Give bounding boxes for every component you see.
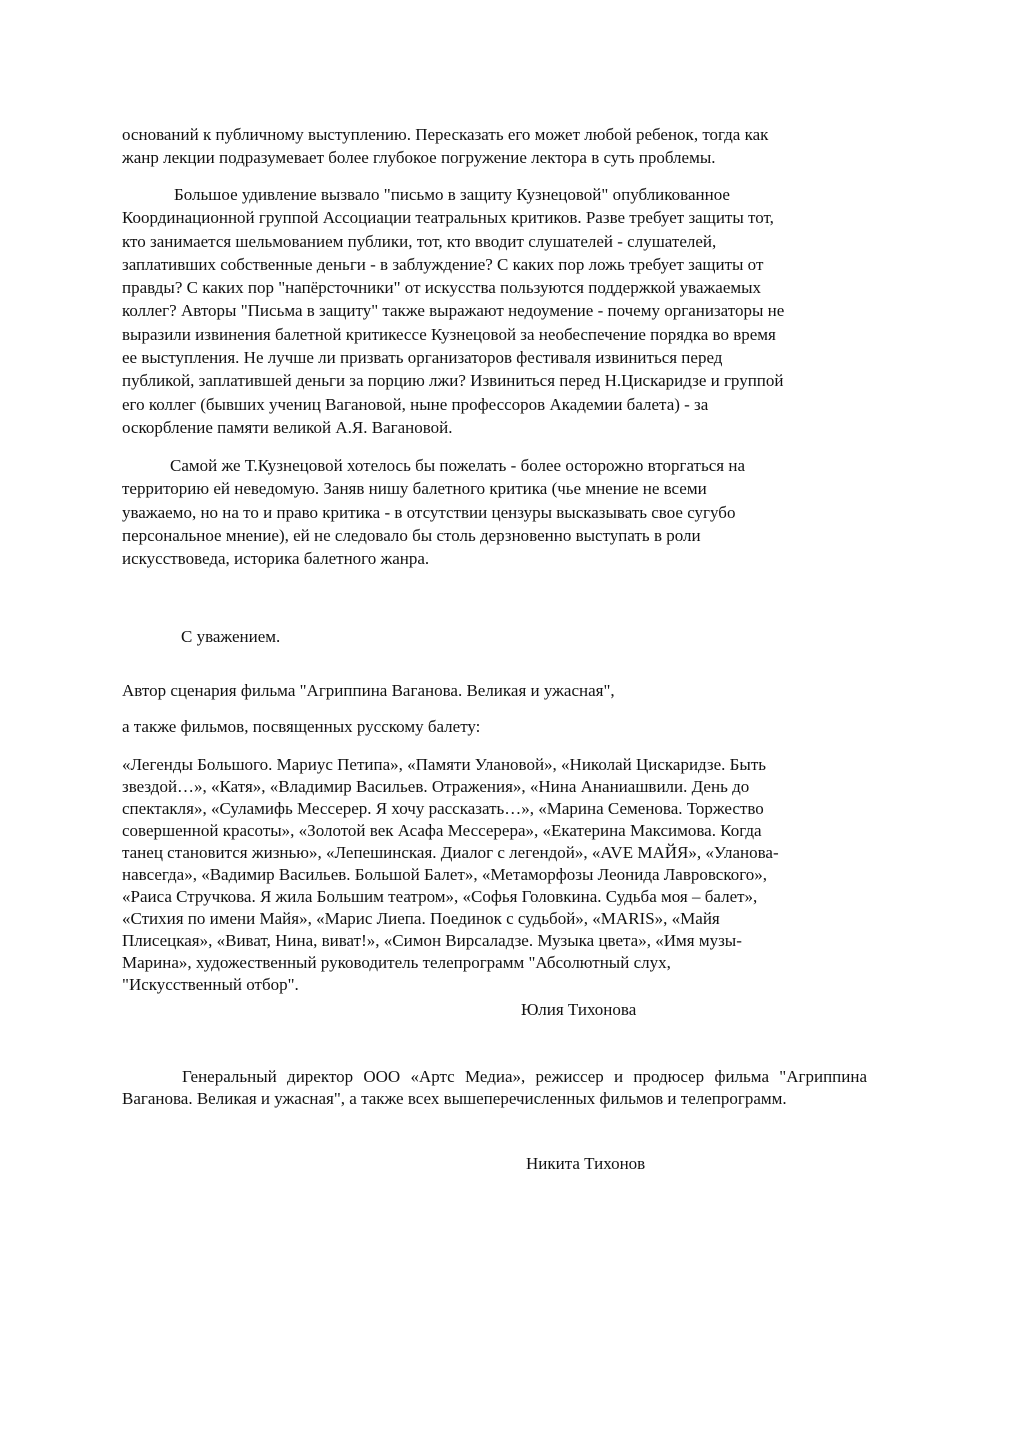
text-line: оснований к публичному выступлению. Пересказать его может любой ребенок, тогда как [122,125,769,144]
text-line: спектакля», «Суламифь Мессерер. Я хочу рассказать…», «Марина Семенова. Торжество [122,799,764,818]
text-line: правды? С каких пор "напёрсточники" от искусства пользуются поддержкой уважаемых [122,278,762,298]
director-paragraph: Генеральный директор ООО «Артс Медиа», режиссер и продюсер фильма "Агриппина Ваганова. Великая и ужасная", а также всех вышеперечисленных фильмов и телепрограмм. [122,1067,867,1108]
text-line: территорию ей неведомую. Заняв нишу балетного критика (чье мнение не всеми [122,479,707,499]
text-line: «Легенды Большого. Мариус Петипа», «Памяти Улановой», «Николай Цискаридзе. Быть [122,755,767,774]
text-line: коллег? Авторы "Письма в защиту" также выражают недоумение - почему организаторы не [122,301,785,321]
text-line: жанр лекции подразумевает более глубокое погружение лектора в суть проблемы. [122,148,716,168]
text-line: его коллег (бывших учениц Вагановой, ныне профессоров Академии балета) - за [122,394,709,414]
paragraph-2 [122,183,867,439]
signature-yulia: Юлия Тихонова [521,1000,637,1019]
text-line: совершенной красоты», «Золотой век Асафа Мессерера», «Екатерина Максимова. Когда [122,821,762,840]
paragraph-1 [122,123,867,170]
films-intro: а также фильмов, посвященных русскому балету: [122,717,481,736]
text-line: танец становится жизнью», «Лепешинская. Диалог с легендой», «AVE МАЙЯ», «Уланова- [122,843,779,862]
text-line: искусствоведа, историка балетного жанра. [122,549,430,569]
text-line: выразили извинения балетной критикессе Кузнецовой за необеспечение порядка во время [122,324,776,344]
text-line: "Искусственный отбор". [122,975,299,994]
text-line: Координационной группой Ассоциации театральных критиков. Разве требует защиты тот, [122,208,774,228]
text-line: кто занимается шельмованием публики, тот, кто вводит слушателей - слушателей, [122,231,717,251]
text-line: уважаемо, но на то и право критика - в отсутствии цензуры высказывать свое сугубо [122,502,736,522]
text-line: Марина», художественный руководитель телепрограмм "Абсолютный слух, [122,953,671,972]
text-line: Самой же Т.Кузнецовой хотелось бы пожелать - более осторожно вторгаться на [170,456,745,475]
text-line: персональное мнение), ей не следовало бы столь дерзновенно выступать в роли [122,525,701,545]
author-line: Автор сценария фильма "Агриппина Ваганова. Великая и ужасная", [122,681,615,700]
text-line: заплативших собственные деньги - в заблуждение? С каких пор ложь требует защиты от [122,254,764,274]
closing-salutation: С уважением. [181,627,281,646]
text-line: Плисецкая», «Виват, Нина, виват!», «Симон Вирсаладзе. Музыка цвета», «Имя музы- [122,931,742,950]
text-line: Большое удивление вызвало "письмо в защиту Кузнецовой" опубликованное [174,185,730,204]
text-line: навсегда», «Вадимир Васильев. Большой Балет», «Метаморфозы Леонида Лавровского», [122,865,768,884]
text-line: публикой, заплатившей деньги за порцию лжи? Извиниться перед Н.Цискаридзе и группой [122,371,784,391]
text-line: звездой…», «Катя», «Владимир Васильев. Отражения», «Нина Ананиашвили. День до [122,777,750,796]
text-line: ее выступления. Не лучше ли призвать организаторов фестиваля извиниться перед [122,348,723,368]
paragraph-3 [122,454,867,570]
text-line: «Раиса Стручкова. Я жила Большим театром», «Софья Головкина. Судьба моя – балет», [122,887,758,906]
text-line: оскорбление памяти великой А.Я. Вагановой. [122,417,453,437]
films-list [122,754,867,996]
text-line: «Стихия по имени Майя», «Марис Лиепа. Поединок с судьбой», «MARIS», «Майя [122,909,720,928]
signature-nikita: Никита Тихонов [526,1154,646,1173]
